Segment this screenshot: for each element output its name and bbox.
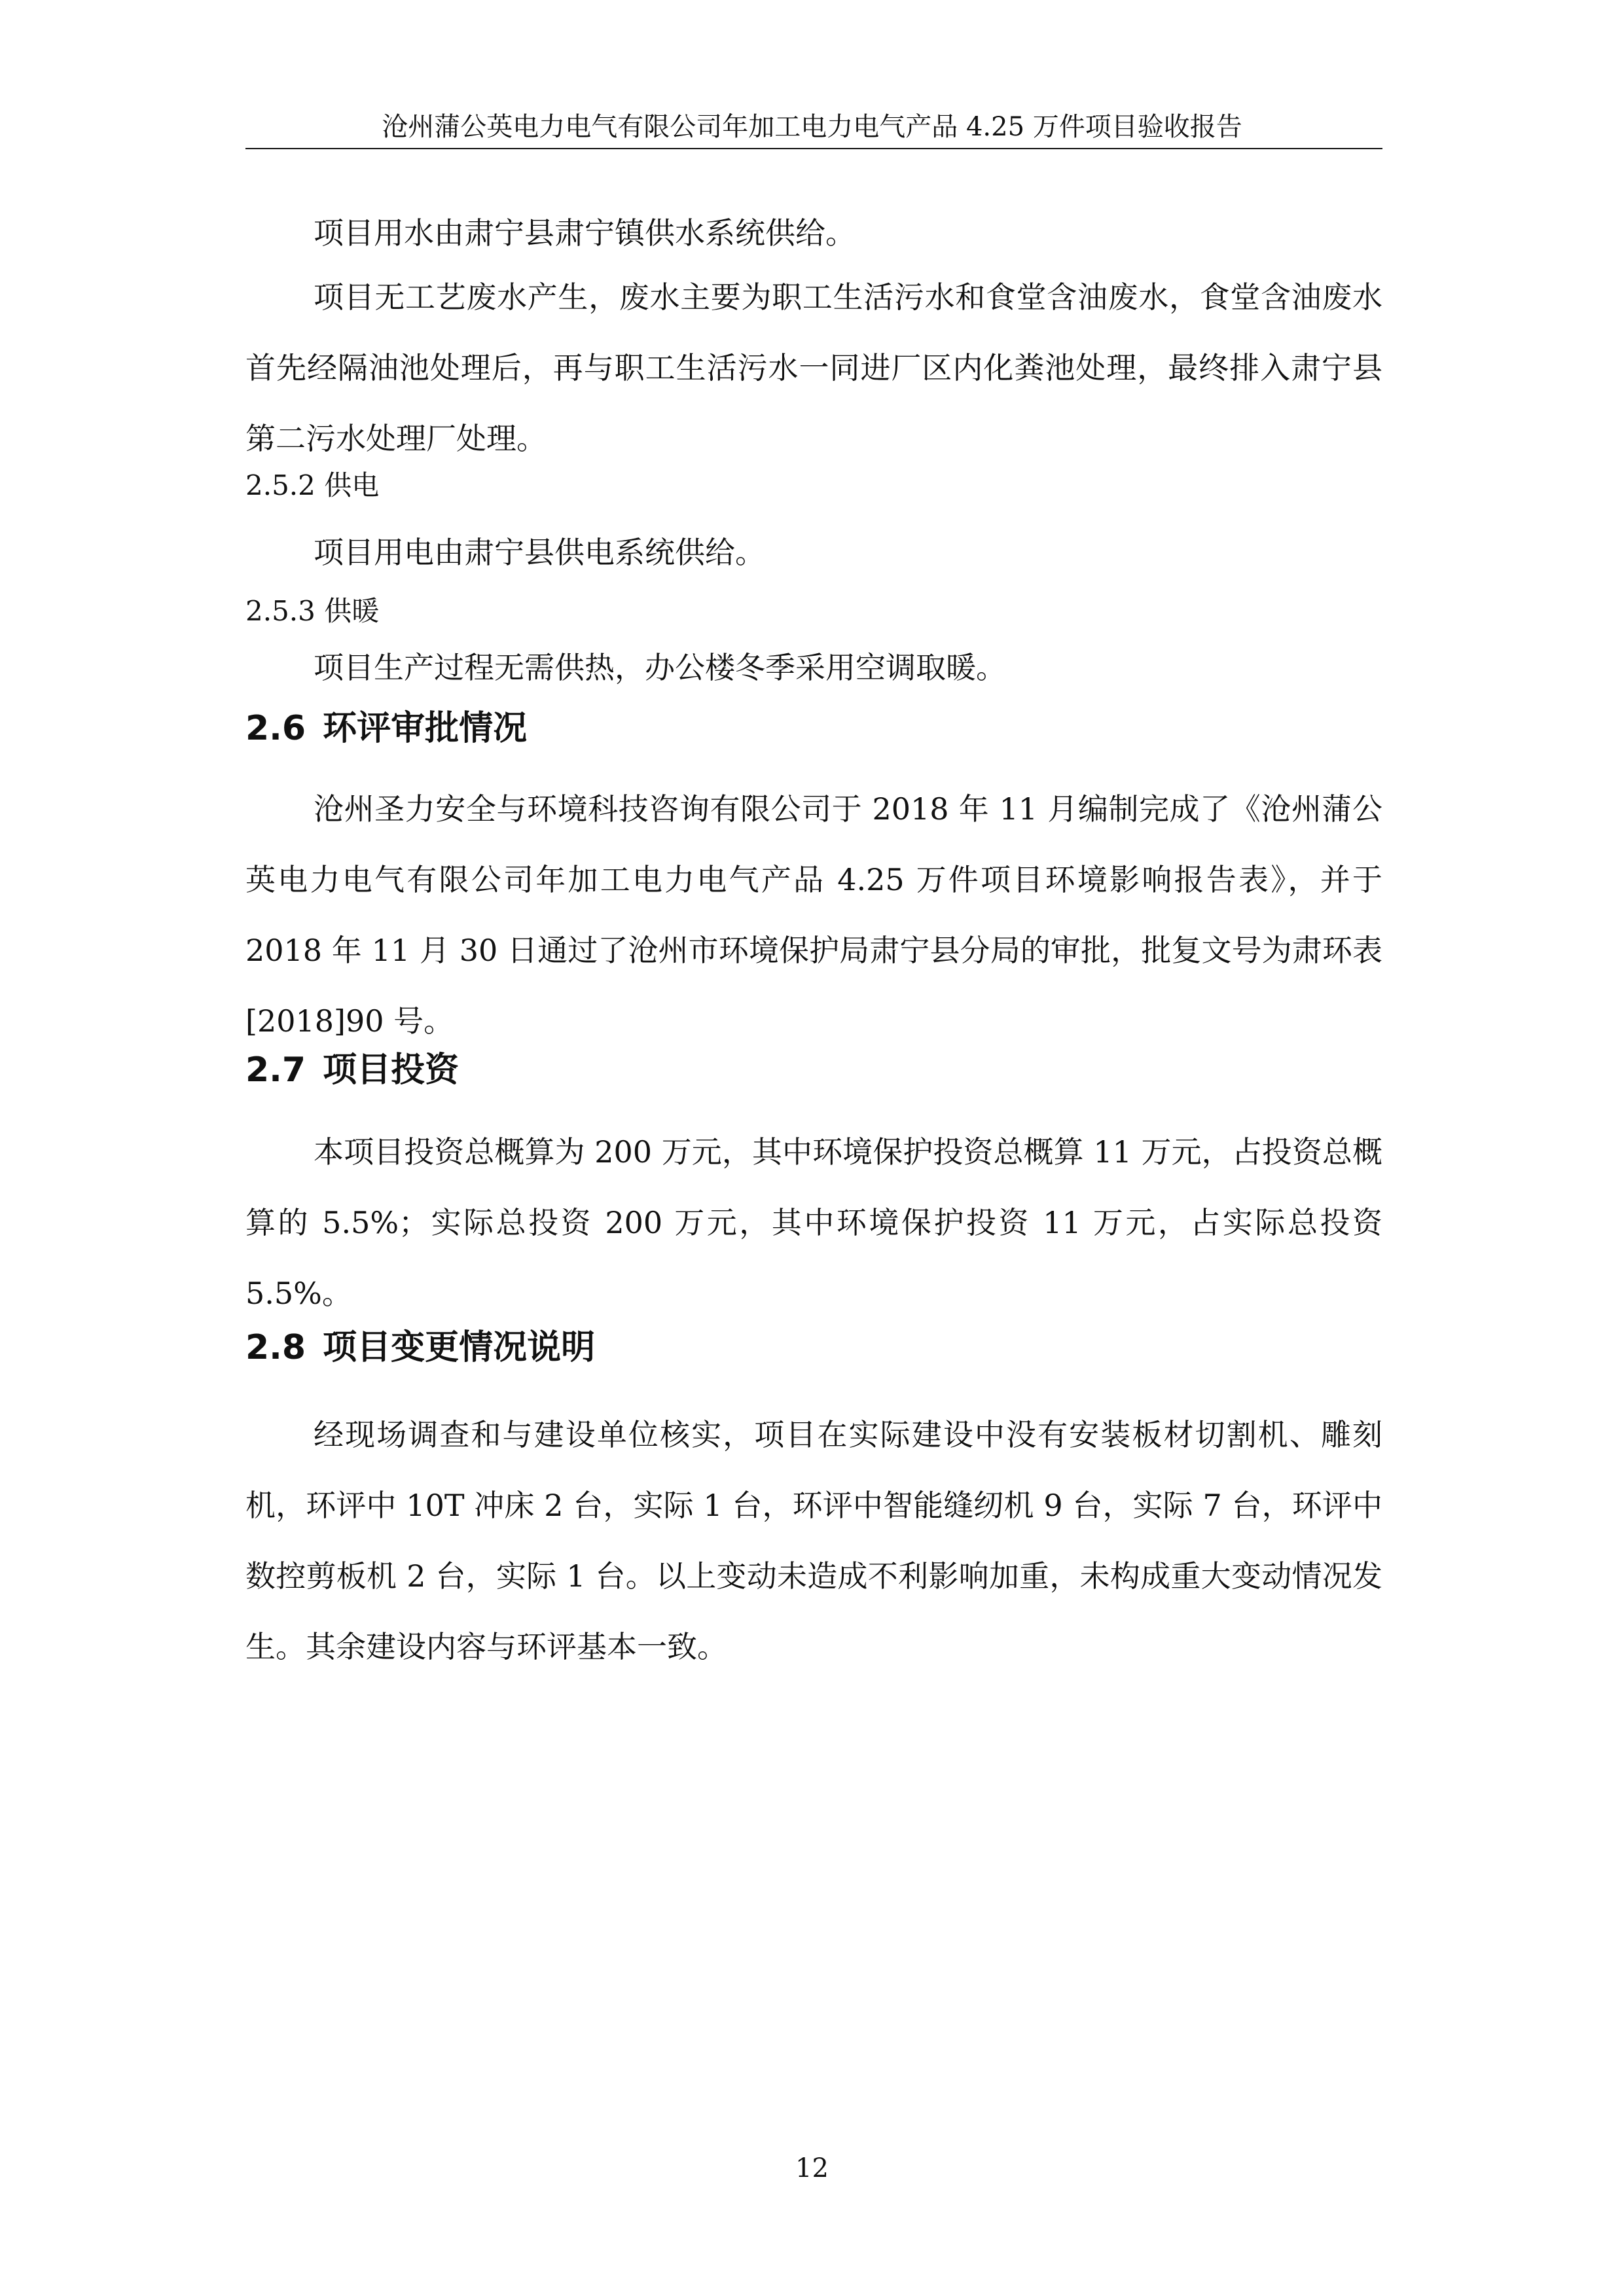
section-title: 项目投资: [323, 1050, 460, 1090]
section-heading-2-8: [245, 1325, 595, 1371]
section-title: 环评审批情况: [323, 709, 528, 748]
subsection-number: 2.5.2: [245, 469, 316, 501]
subsection-2-5-3: [245, 592, 379, 631]
section-title: 项目变更情况说明: [323, 1328, 596, 1367]
paragraph-investment: 本项目投资总概算为 200 万元，其中环境保护投资总概算 11 万元，占投资总概算的 5.5%；实际总投资 200 万元，其中环境保护投资 11 万元，占实际总投资 5.5%。: [245, 1134, 1382, 1311]
subsection-2-5-2: [245, 466, 379, 505]
paragraph-wastewater: 项目无工艺废水产生，废水主要为职工生活污水和食堂含油废水，食堂含油废水首先经隔油池处理后，再与职工生活污水一同进厂区内化粪池处理，最终排入肃宁县第二污水处理厂处理。: [245, 279, 1382, 456]
section-heading-2-7: [245, 1047, 459, 1093]
paragraph-eia-approval: 沧州圣力安全与环境科技咨询有限公司于 2018 年 11 月编制完成了《沧州蒲公英电力电气有限公司年加工电力电气产品 4.25 万件项目环境影响报告表》，并于 2018 年 11 月 30 日通过了沧州市环境保护局肃宁县分局的审批，批复文号为肃环表[2018]90 号。: [245, 791, 1382, 1039]
subsection-title: 供电: [324, 469, 380, 501]
subsection-number: 2.5.3: [245, 595, 316, 627]
paragraph-heating: 项目生产过程无需供热，办公楼冬季采用空调取暖。: [314, 650, 1006, 685]
section-number: 2.6: [245, 709, 306, 748]
page-number: 12: [795, 2153, 829, 2183]
running-header: 沧州蒲公英电力电气有限公司年加工电力电气产品 4.25 万件项目验收报告: [382, 112, 1242, 142]
paragraph-water-supply: 项目用水由肃宁县肃宁镇供水系统供给。: [314, 215, 856, 251]
section-number: 2.7: [245, 1050, 306, 1090]
paragraph-project-changes: 经现场调查和与建设单位核实，项目在实际建设中没有安装板材切割机、雕刻机，环评中 10T 冲床 2 台，实际 1 台，环评中智能缝纫机 9 台，实际 7 台，环评中数控剪板机 2 台，实际 1 台。以上变动未造成不利影响加重，未构成重大变动情况发生。其余建设内容与环评基本一致。: [245, 1417, 1382, 1664]
subsection-title: 供暖: [324, 595, 380, 627]
header-rule: [245, 148, 1382, 149]
paragraph-power: 项目用电由肃宁县供电系统供给。: [314, 535, 765, 570]
section-number: 2.8: [245, 1328, 306, 1367]
section-heading-2-6: [245, 706, 527, 751]
